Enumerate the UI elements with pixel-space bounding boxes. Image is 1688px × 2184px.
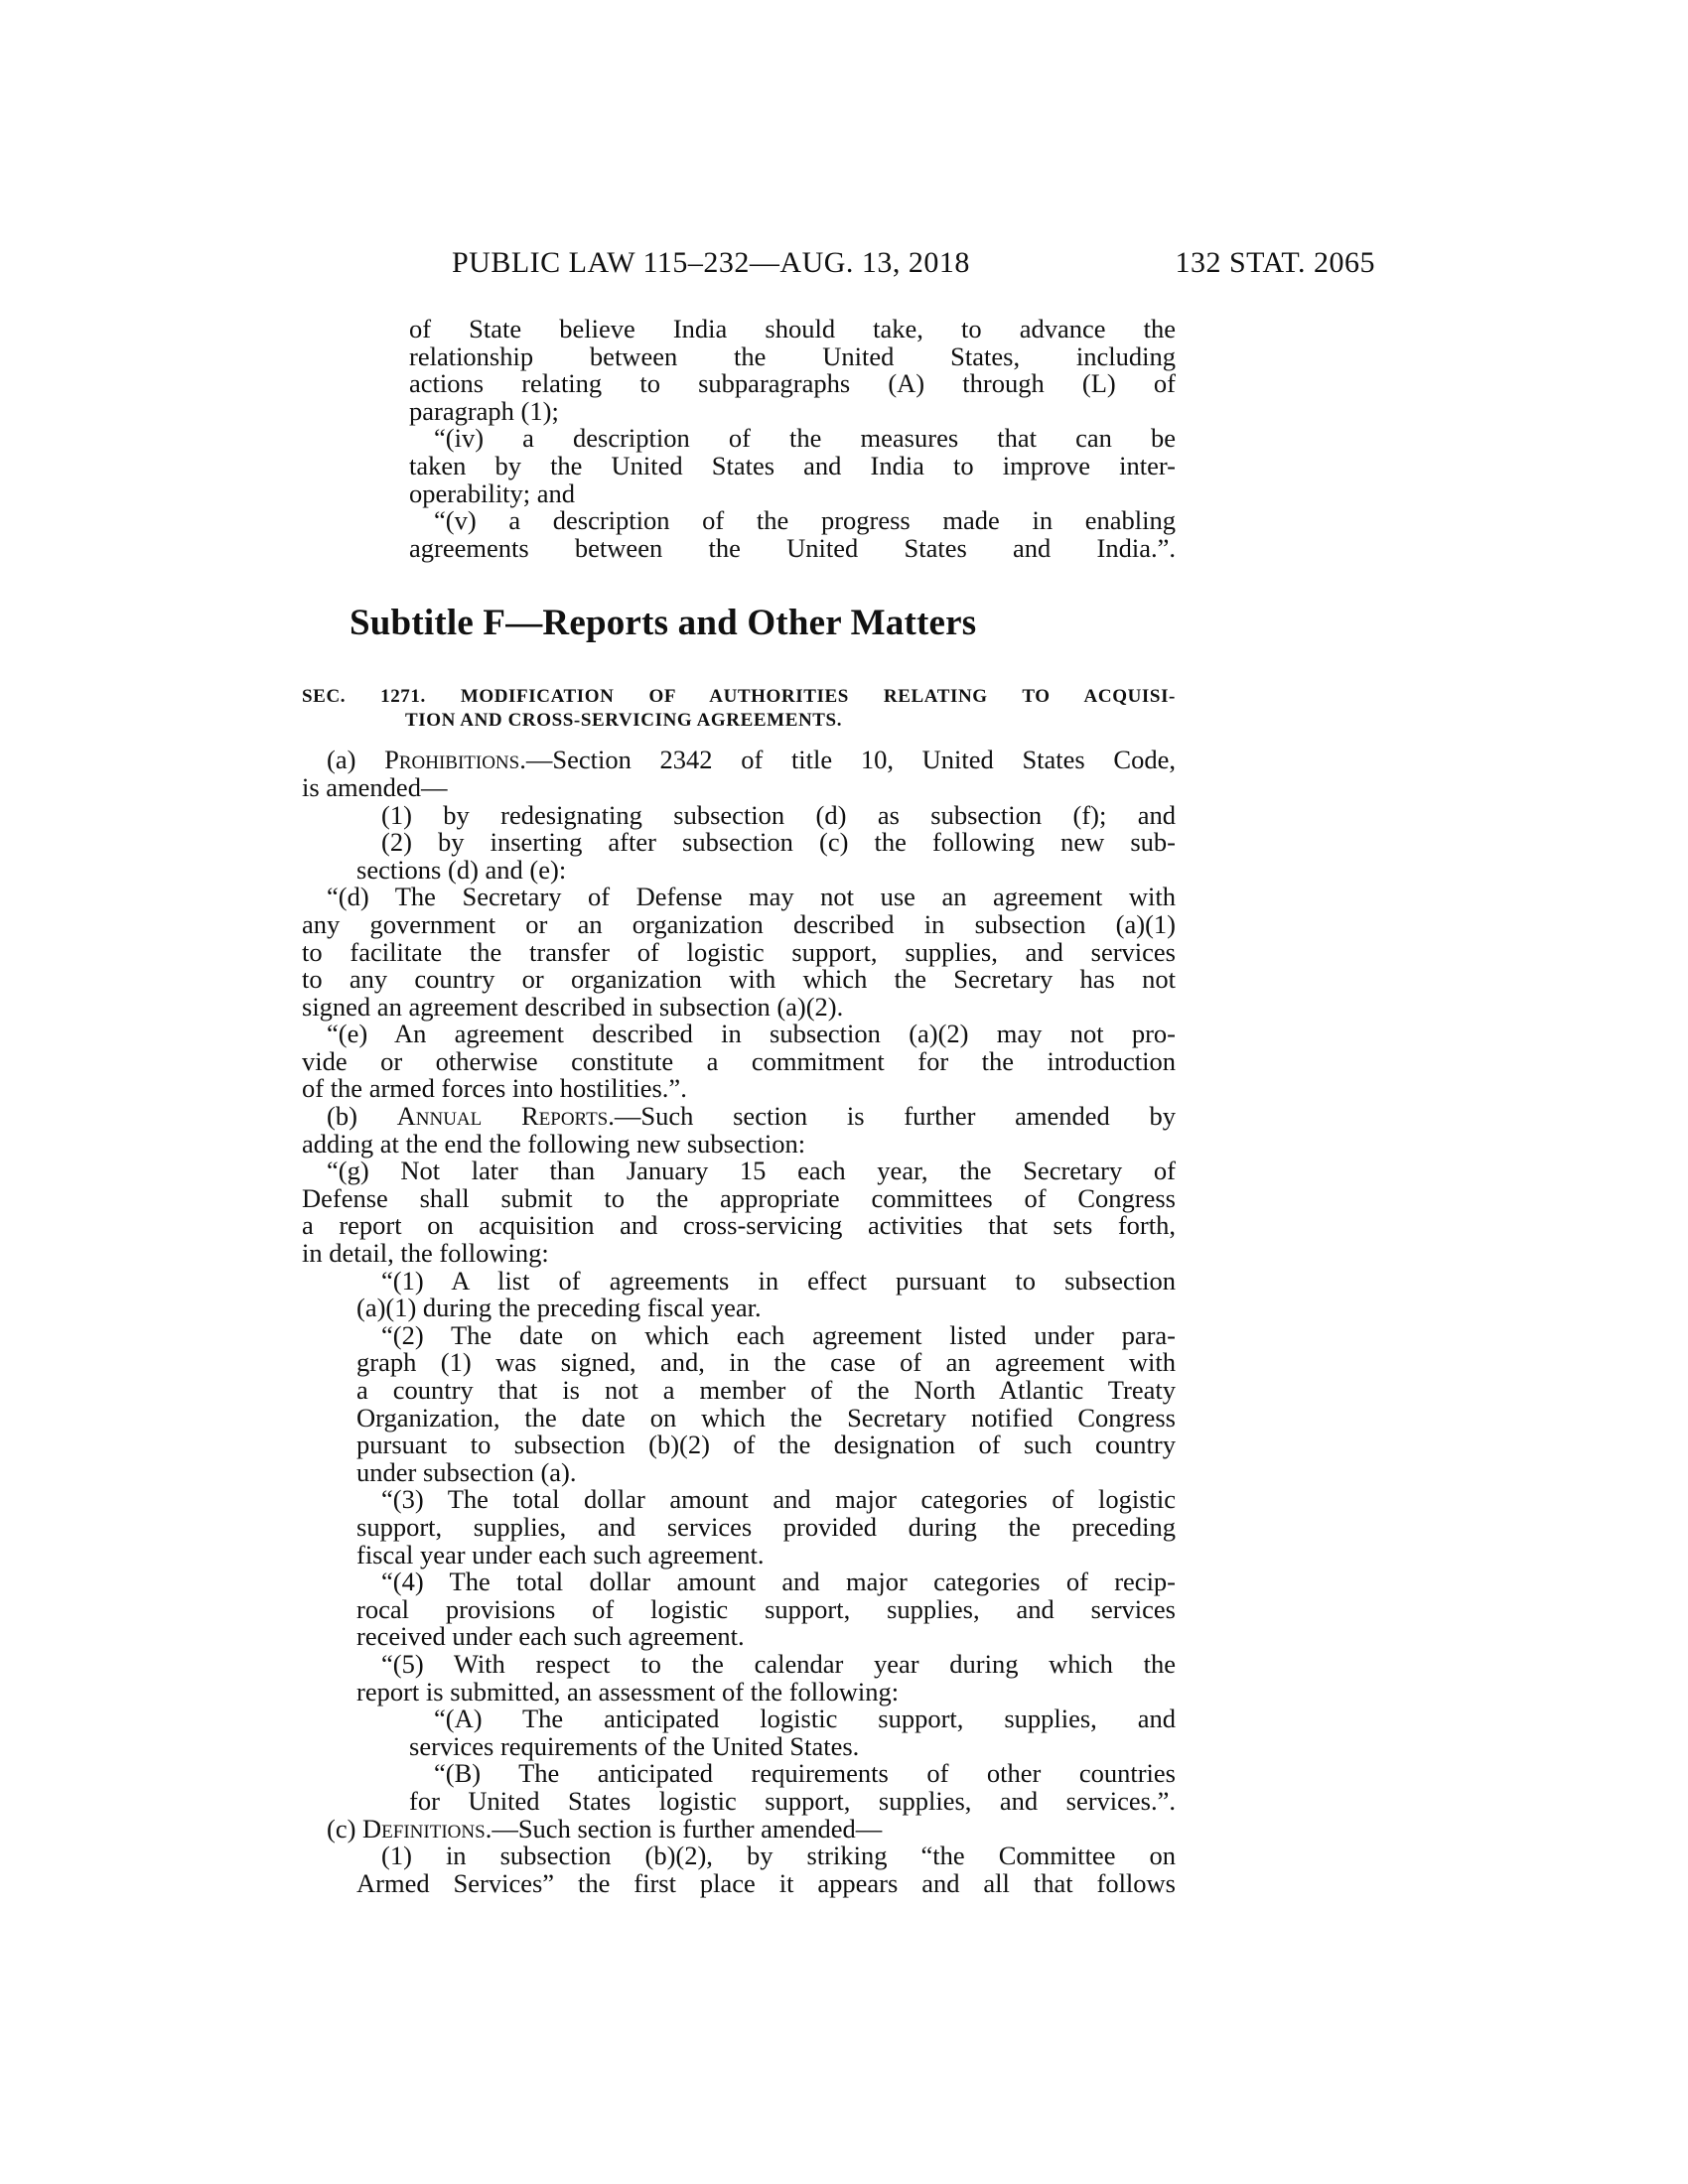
text-line: is amended—	[302, 771, 448, 802]
text-line: to any country or organization with which the Secretary has not	[302, 964, 1176, 995]
text-line: fiscal year under each such agreement.	[356, 1539, 765, 1570]
section-heading-line: SEC. 1271. MODIFICATION OF AUTHORITIES RELATING TO ACQUISI-	[302, 686, 1176, 708]
text-line: of State believe India should take, to advance the	[409, 314, 1176, 343]
text-line	[302, 1103, 1176, 1131]
paragraph-c1	[302, 1843, 1176, 1897]
text-line: “(1) A list of agreements in effect pursuant to subsection	[381, 1265, 1176, 1296]
text-run: .—Section 2342 of title 10, United States Code,	[519, 745, 1176, 775]
subsection-b	[302, 1103, 1176, 1158]
text-line: “(g) Not later than January 15 each year, the Secretary of	[327, 1156, 1176, 1186]
subsection-caption: Definitions	[362, 1813, 486, 1843]
subsection-label: (c)	[327, 1813, 363, 1843]
text-line: services requirements of the United States.	[409, 1730, 860, 1761]
text-line: vide or otherwise constitute a commitment for the introduction	[302, 1045, 1176, 1076]
text-line: rocal provisions of logistic support, supplies, and services	[356, 1593, 1176, 1624]
subsection-caption: Annual Reports	[396, 1101, 609, 1132]
clause-iv	[302, 425, 1176, 507]
text-line: “(iv) a description of the measures that can be	[434, 423, 1176, 454]
text-line: a report on acquisition and cross-servicing activities that sets forth,	[302, 1210, 1176, 1241]
subsection-c	[302, 1813, 1176, 1843]
quoted-paragraph-g1	[302, 1265, 1176, 1323]
quoted-paragraph-g5	[302, 1648, 1176, 1706]
text-line	[302, 747, 1176, 774]
document-body	[302, 316, 1176, 1897]
subsection-a	[302, 747, 1176, 801]
text-line: relationship between the United States, including	[409, 341, 1176, 371]
section-heading-line: TION AND CROSS-SERVICING AGREEMENTS.	[405, 710, 843, 732]
text-line: “(A) The anticipated logistic support, supplies, and	[434, 1704, 1176, 1734]
text-line: pursuant to subsection (b)(2) of the designation of such country	[356, 1430, 1176, 1460]
subsection-caption: Prohibitions	[384, 745, 520, 775]
text-line: (1) in subsection (b)(2), by striking “the Committee on	[381, 1841, 1176, 1871]
subtitle-heading: Subtitle F—Reports and Other Matters	[350, 603, 977, 644]
text-line: “(3) The total dollar amount and major categories of logistic	[381, 1484, 1176, 1515]
text-line: under subsection (a).	[356, 1456, 577, 1487]
text-line: “(e) An agreement described in subsection (a)(2) may not pro-	[327, 1019, 1176, 1049]
quoted-subparagraph-gA	[302, 1706, 1176, 1760]
text-line: “(4) The total dollar amount and major categories of recip-	[381, 1567, 1176, 1597]
text-line: any government or an organization described in subsection (a)(1)	[302, 908, 1176, 939]
text-line: Defense shall submit to the appropriate committees of Congress	[302, 1182, 1176, 1213]
quoted-paragraph-g4	[302, 1569, 1176, 1651]
clause-v	[302, 507, 1176, 562]
quoted-subsection-d	[302, 884, 1176, 1021]
quoted-subsection-g	[302, 1158, 1176, 1267]
text-line: “(5) With respect to the calendar year during which the	[381, 1648, 1176, 1679]
quoted-paragraph-g3	[302, 1486, 1176, 1569]
paragraph-continuation	[302, 316, 1176, 425]
text-line: adding at the end the following new subsection:	[302, 1128, 806, 1159]
text-line: (1) by redesignating subsection (d) as subsection (f); and	[381, 799, 1176, 830]
text-line: Organization, the date on which the Secretary notified Congress	[356, 1402, 1176, 1433]
subsection-label: (a)	[327, 745, 385, 775]
section-heading	[302, 685, 1176, 733]
page-number: 132 STAT. 2065	[1175, 246, 1375, 279]
text-line: to facilitate the transfer of logistic support, supplies, and services	[302, 936, 1176, 967]
text-line: agreements between the United States and India.”.	[409, 532, 1176, 563]
text-line: “(v) a description of the progress made in enabling	[434, 505, 1176, 536]
text-line: a country that is not a member of the North Atlantic Treaty	[356, 1375, 1176, 1405]
text-line: report is submitted, an assessment of the following:	[356, 1676, 900, 1706]
text-line: in detail, the following:	[302, 1238, 549, 1269]
text-line: actions relating to subparagraphs (A) through (L) of	[409, 368, 1176, 399]
page-header	[452, 246, 1375, 286]
quoted-subsection-e	[302, 1021, 1176, 1103]
text-run: .—Such section is further amended by	[608, 1101, 1177, 1132]
text-line: “(d) The Secretary of Defense may not use an agreement with	[327, 882, 1176, 912]
text-line: (a)(1) during the preceding fiscal year.	[356, 1293, 762, 1323]
text-line: received under each such agreement.	[356, 1621, 745, 1652]
text-line	[302, 1813, 1176, 1843]
paragraph-a2	[302, 829, 1176, 884]
text-line: support, supplies, and services provided during the preceding	[356, 1511, 1176, 1542]
text-line: “(2) The date on which each agreement listed under para-	[381, 1319, 1176, 1350]
text-run: .—Such section is further amended—	[485, 1813, 883, 1843]
quoted-subparagraph-gB	[302, 1760, 1176, 1815]
text-line: taken by the United States and India to improve inter-	[409, 450, 1176, 480]
text-line: operability; and	[409, 478, 576, 508]
running-head: PUBLIC LAW 115–232—AUG. 13, 2018	[452, 246, 970, 279]
quoted-paragraph-g2	[302, 1319, 1176, 1487]
text-line: paragraph (1);	[409, 395, 559, 426]
text-line: graph (1) was signed, and, in the case of an agreement with	[356, 1347, 1176, 1378]
text-line: (2) by inserting after subsection (c) the following new sub-	[381, 827, 1176, 858]
text-line: “(B) The anticipated requirements of other countries	[434, 1758, 1176, 1789]
text-line: of the armed forces into hostilities.”.	[302, 1073, 687, 1104]
text-line: signed an agreement described in subsection (a)(2).	[302, 991, 844, 1022]
text-line: sections (d) and (e):	[356, 854, 567, 885]
text-line: Armed Services” the first place it appears and all that follows	[356, 1867, 1176, 1898]
text-line: for United States logistic support, supplies, and services.”.	[409, 1785, 1176, 1816]
subsection-label: (b)	[327, 1101, 397, 1132]
paragraph-a1	[302, 799, 1176, 830]
